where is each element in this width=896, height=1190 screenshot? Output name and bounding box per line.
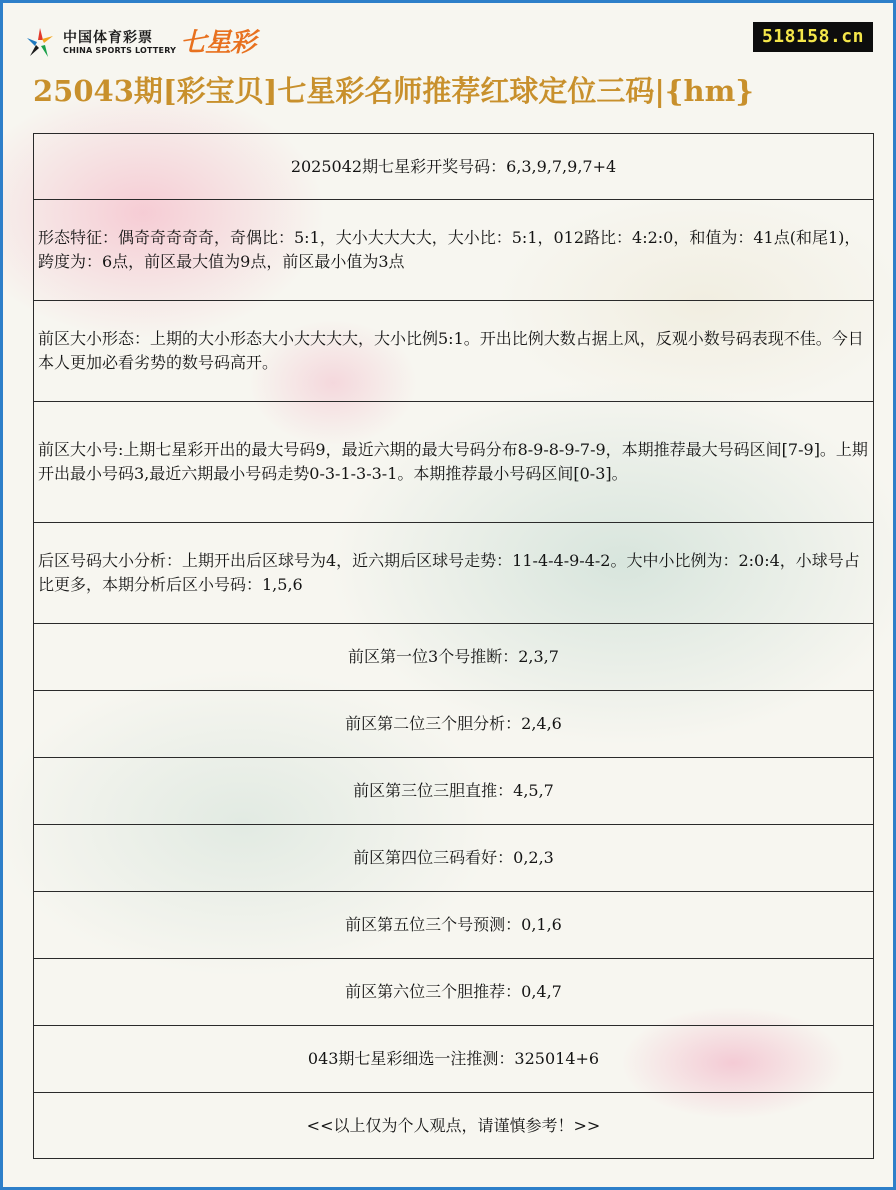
- table-row: [34, 691, 874, 758]
- table-row: [34, 758, 874, 825]
- logo-chinese-name: 中国体育彩票: [63, 30, 153, 46]
- table-cell: 前区大小号:上期七星彩开出的最大号码9，最近六期的最大号码分布8-9-8-9-7-9，本期推荐最大号码区间[7-9]。上期开出最小号码3,最近六期最小号码走势0-3-1-3-3-1。本期推荐最小号码区间[0-3]。: [34, 402, 874, 523]
- table-row: [34, 1093, 874, 1159]
- table-row: [34, 624, 874, 691]
- table-cell: 前区第五位三个号预测：0,1,6: [34, 892, 874, 959]
- page-title: 25043期[彩宝贝]七星彩名师推荐红球定位三码|{hm}: [33, 74, 754, 108]
- logo-brand-qixingcai: 七星彩: [180, 28, 256, 58]
- china-sports-lottery-logo[interactable]: [23, 23, 255, 63]
- table-cell: <<以上仅为个人观点，请谨慎参考！>>: [34, 1093, 874, 1159]
- logo-english-name: CHINA SPORTS LOTTERY: [63, 46, 177, 55]
- table-row: [34, 402, 874, 523]
- table-cell: 043期七星彩细选一注推测：325014+6: [34, 1026, 874, 1093]
- table-cell: 前区第四位三码看好：0,2,3: [34, 825, 874, 892]
- table-cell: 形态特征：偶奇奇奇奇奇，奇偶比：5:1，大小大大大大，大小比：5:1，012路比：4:2:0，和值为：41点(和尾1)，跨度为：6点，前区最大值为9点，前区最小值为3点: [34, 200, 874, 301]
- table-row: [34, 892, 874, 959]
- table-row: [34, 959, 874, 1026]
- sports-lottery-star-logo-icon: [23, 26, 57, 60]
- table-row: [34, 523, 874, 624]
- table-cell: 前区第二位三个胆分析：2,4,6: [34, 691, 874, 758]
- table-row: [34, 301, 874, 402]
- table-cell: 前区第六位三个胆推荐：0,4,7: [34, 959, 874, 1026]
- table-row: [34, 200, 874, 301]
- logo-text-block: [63, 30, 176, 56]
- table-cell: 前区大小形态：上期的大小形态大小大大大大，大小比例5:1。开出比例大数占据上风，反观小数号码表现不佳。今日本人更加必看劣势的数号码高开。: [34, 301, 874, 402]
- table-row: [34, 134, 874, 200]
- table-cell: 前区第三位三胆直推：4,5,7: [34, 758, 874, 825]
- table-cell: 前区第一位3个号推断：2,3,7: [34, 624, 874, 691]
- site-domain-badge[interactable]: 518158.cn: [753, 22, 873, 52]
- recommendation-table: [33, 133, 874, 1159]
- table-row: [34, 825, 874, 892]
- table-cell: 2025042期七星彩开奖号码：6,3,9,7,9,7+4: [34, 134, 874, 200]
- table-cell: 后区号码大小分析：上期开出后区球号为4，近六期后区球号走势：11-4-4-9-4-2。大中小比例为：2:0:4，小球号占比更多，本期分析后区小号码：1,5,6: [34, 523, 874, 624]
- table-row: [34, 1026, 874, 1093]
